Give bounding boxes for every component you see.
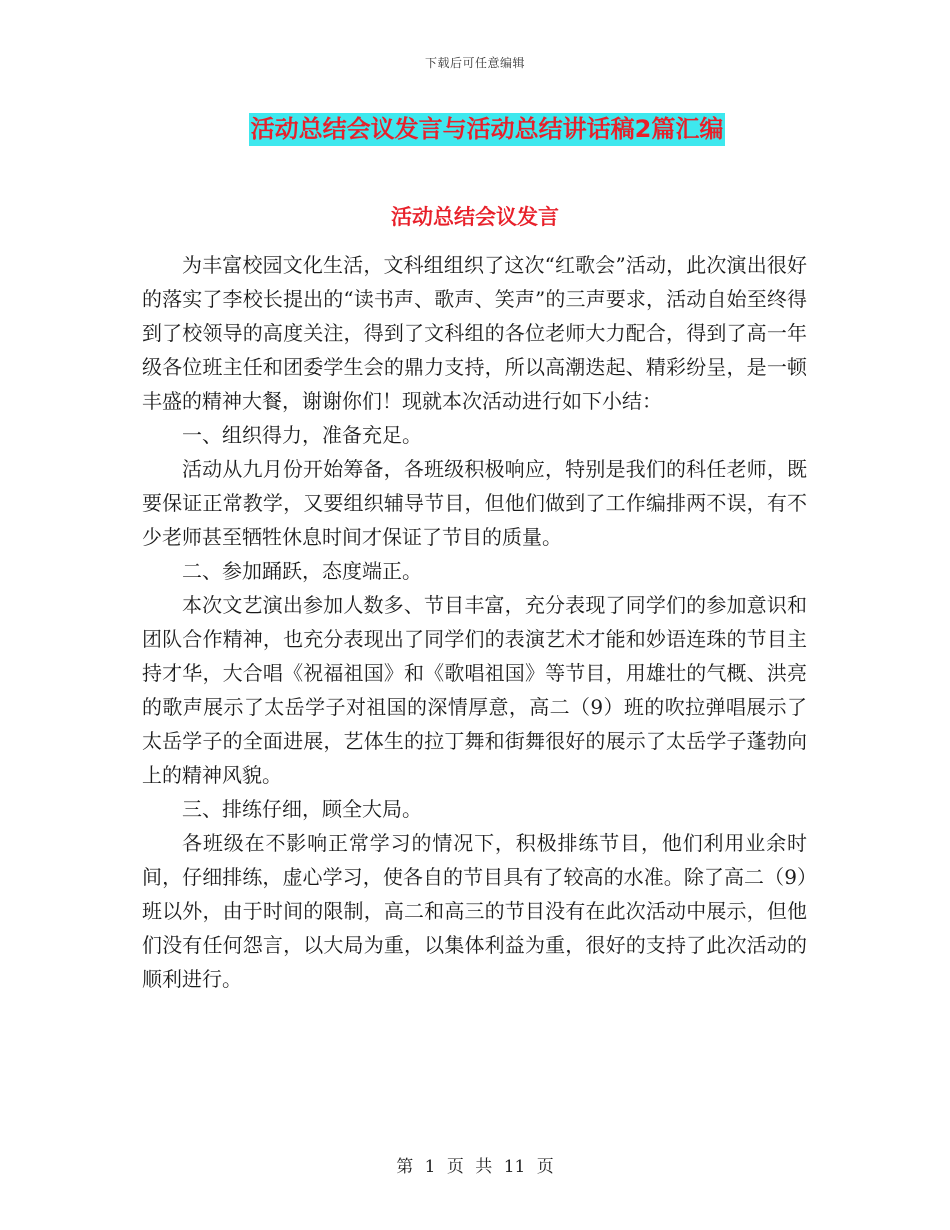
document-body [142,248,807,996]
paragraph-intro: 为丰富校园文化生活，文科组组织了这次“红歌会”活动，此次演出很好的落实了李校长提出的“读书声、歌声、笑声”的三声要求，活动自始至终得到了校领导的高度关注，得到了文科组的各位老师大力配合，得到了高一年级各位班主任和团委学生会的鼎力支持，所以高潮迭起、精彩纷呈，是一顿丰盛的精神大餐，谢谢你们！现就本次活动进行如下小结： [142,253,807,413]
main-title-container [0,113,950,146]
page-number-footer: 第 1 页 共 11 页 [396,1157,554,1177]
page-header: 下载后可任意编辑 [424,56,525,70]
paragraph-point-three: 各班级在不影响正常学习的情况下，积极排练节目，他们利用业余时间，仔细排练，虚心学习，使各自的节目具有了较高的水准。除了高二（9）班以外，由于时间的限制，高二和高三的节目没有在此次活动中展示，但他们没有任何怨言，以大局为重，以集体利益为重，很好的支持了此次活动的顺利进行。 [142,831,807,991]
heading-point-one: 一、组织得力，准备充足。 [182,423,422,447]
heading-point-two: 二、参加踊跃，态度端正。 [182,559,422,583]
heading-point-three: 三、排练仔细，顾全大局。 [182,797,422,821]
main-title: 活动总结会议发言与活动总结讲话稿2篇汇编 [249,113,726,146]
paragraph-point-one: 活动从九月份开始筹备，各班级积极响应，特别是我们的科任老师，既要保证正常教学，又要组织辅导节目，但他们做到了工作编排两不误，有不少老师甚至牺牲休息时间才保证了节目的质量。 [142,457,807,549]
section-title: 活动总结会议发言 [391,205,559,229]
paragraph-point-two: 本次文艺演出参加人数多、节目丰富，充分表现了同学们的参加意识和团队合作精神，也充分表现出了同学们的表演艺术才能和妙语连珠的节目主持才华，大合唱《祝福祖国》和《歌唱祖国》等节目，用雄壮的气概、洪亮的歌声展示了太岳学子对祖国的深情厚意，高二（9）班的吹拉弹唱展示了太岳学子的全面进展，艺体生的拉丁舞和街舞很好的展示了太岳学子蓬勃向上的精神风貌。 [142,593,807,787]
